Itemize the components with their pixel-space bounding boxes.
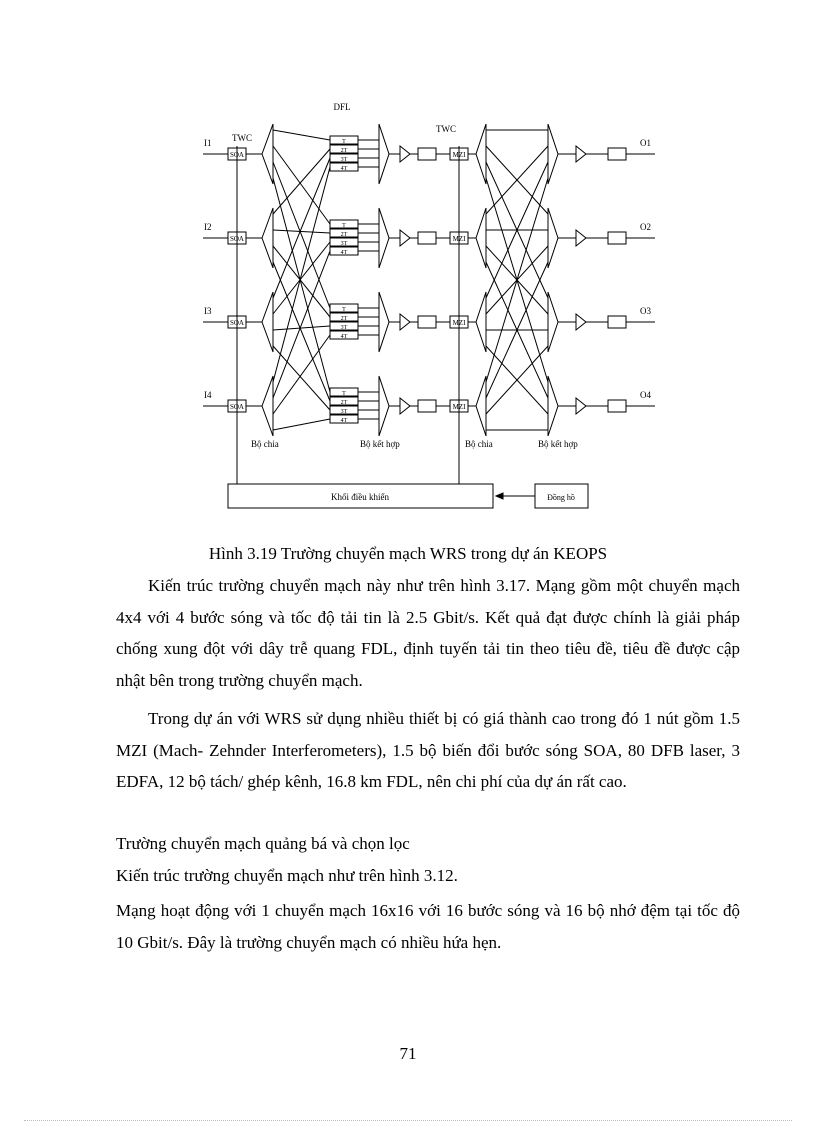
input-label: I3 bbox=[204, 306, 212, 316]
mzi-label: MZI bbox=[452, 151, 466, 159]
mzi-label: MZI bbox=[452, 319, 466, 327]
splitter-1 bbox=[262, 124, 273, 184]
delay-label: 3T bbox=[340, 157, 348, 163]
filter-box bbox=[418, 148, 436, 160]
delay-label: 2T bbox=[340, 148, 348, 154]
amplifier bbox=[400, 146, 410, 162]
input-label: I4 bbox=[204, 390, 212, 400]
splitter-1 bbox=[262, 376, 273, 436]
amplifier bbox=[400, 230, 410, 246]
amplifier bbox=[576, 146, 586, 162]
amplifier bbox=[400, 398, 410, 414]
paragraph: Trong dự án với WRS sử dụng nhiều thiết bị có giá thành cao trong đó 1 nút gồm 1.5 MZI (Mach- Zehnder Interferometers), 1.5 bộ biến đổi bước sóng SOA, 80 DFB laser, 3 EDFA, 12 bộ tách/ ghép kênh, 16.8 km FDL, nên chi phí của dự án rất cao. bbox=[116, 709, 740, 791]
splitter-2 bbox=[476, 208, 486, 268]
delay-label: 2T bbox=[340, 232, 348, 238]
soa-label: SOA bbox=[229, 235, 245, 243]
soa-label: SOA bbox=[229, 319, 245, 327]
crossconnect bbox=[273, 335, 330, 414]
crossconnect bbox=[273, 326, 330, 330]
delay-label: 4T bbox=[340, 250, 348, 256]
crossconnect bbox=[273, 246, 330, 317]
input-label: I1 bbox=[204, 138, 212, 148]
splitter-2 bbox=[476, 124, 486, 184]
delay-label: 4T bbox=[340, 418, 348, 424]
twc-right-label: TWC bbox=[436, 124, 456, 134]
amplifier bbox=[576, 230, 586, 246]
figure-caption: Hình 3.19 Trường chuyển mạch WRS trong dự án KEOPS bbox=[208, 544, 608, 563]
delay-label: T bbox=[342, 139, 346, 145]
combiner-2 bbox=[548, 376, 558, 436]
splitter-1 bbox=[262, 292, 273, 352]
soa-label: SOA bbox=[229, 151, 245, 159]
paragraph: Mạng hoạt động với 1 chuyển mạch 16x16 với 16 bước sóng và 16 bộ nhớ đệm tại tốc độ 10 Gbit/s. Đây là trường chuyển mạch có nhiều hứa hẹn. bbox=[116, 901, 740, 952]
output-label: O3 bbox=[640, 306, 651, 316]
splitter-2 bbox=[476, 376, 486, 436]
filter-box bbox=[418, 400, 436, 412]
combiner-label: Bộ kết hợp bbox=[538, 439, 578, 449]
clock-label: Đồng hồ bbox=[547, 493, 575, 502]
dfl-label: DFL bbox=[333, 102, 351, 112]
combiner-label: Bộ kết hợp bbox=[360, 439, 400, 449]
twc-left-label: TWC bbox=[232, 133, 252, 143]
delay-label: T bbox=[342, 223, 346, 229]
mzi-label: MZI bbox=[452, 403, 466, 411]
amplifier bbox=[576, 314, 586, 330]
delay-label: T bbox=[342, 391, 346, 397]
delay-label: 3T bbox=[340, 241, 348, 247]
filter-box bbox=[608, 316, 626, 328]
crossconnect bbox=[273, 167, 330, 382]
output-label: O2 bbox=[640, 222, 651, 232]
combiner-1 bbox=[379, 208, 389, 268]
section-line: Trường chuyển mạch quảng bá và chọn lọc bbox=[116, 834, 410, 853]
filter-box bbox=[418, 232, 436, 244]
page-bottom-rule bbox=[24, 1120, 792, 1121]
output-label: O4 bbox=[640, 390, 651, 400]
crossconnect bbox=[273, 158, 330, 298]
combiner-1 bbox=[379, 292, 389, 352]
crossconnect bbox=[273, 149, 330, 214]
crossconnect bbox=[273, 130, 330, 140]
keops-wrs-figure bbox=[0, 0, 816, 520]
crossconnect bbox=[273, 262, 330, 401]
combiner-2 bbox=[548, 292, 558, 352]
splitter-1 bbox=[262, 208, 273, 268]
delay-label: T bbox=[342, 307, 346, 313]
delay-label: 3T bbox=[340, 325, 348, 331]
output-label: O1 bbox=[640, 138, 651, 148]
delay-label: 2T bbox=[340, 316, 348, 322]
filter-box bbox=[608, 232, 626, 244]
filter-box bbox=[608, 148, 626, 160]
crossconnect bbox=[273, 419, 330, 430]
combiner-1 bbox=[379, 376, 389, 436]
paragraph: Kiến trúc trường chuyển mạch này như trên hình 3.17. Mạng gồm một chuyển mạch 4x4 với 4 bước sóng và tốc độ tải tin là 2.5 Gbit/s. Kết quả đạt được chính là giải pháp chống xung đột với dây trễ quang FDL, định tuyến tải tin theo tiêu đề, tiêu đề được cập nhật bên trong trường chuyển mạch. bbox=[116, 576, 740, 690]
splitter-label: Bộ chia bbox=[465, 439, 493, 449]
filter-box bbox=[608, 400, 626, 412]
combiner-2 bbox=[548, 124, 558, 184]
amplifier bbox=[400, 314, 410, 330]
delay-label: 3T bbox=[340, 409, 348, 415]
crossconnect bbox=[273, 346, 330, 410]
amplifier bbox=[576, 398, 586, 414]
mzi-label: MZI bbox=[452, 235, 466, 243]
crossconnect bbox=[273, 230, 330, 233]
combiner-1 bbox=[379, 124, 389, 184]
control-block-label: Khối điều khiển bbox=[331, 492, 389, 502]
splitter-2 bbox=[476, 292, 486, 352]
soa-label: SOA bbox=[229, 403, 245, 411]
splitter-label: Bộ chia bbox=[251, 439, 279, 449]
delay-label: 2T bbox=[340, 400, 348, 406]
page-number: 71 bbox=[399, 1044, 417, 1063]
delay-label: 4T bbox=[340, 166, 348, 172]
filter-box bbox=[418, 316, 436, 328]
section-line: Kiến trúc trường chuyển mạch như trên hình 3.12. bbox=[116, 866, 458, 885]
delay-label: 4T bbox=[340, 334, 348, 340]
combiner-2 bbox=[548, 208, 558, 268]
input-label: I2 bbox=[204, 222, 212, 232]
